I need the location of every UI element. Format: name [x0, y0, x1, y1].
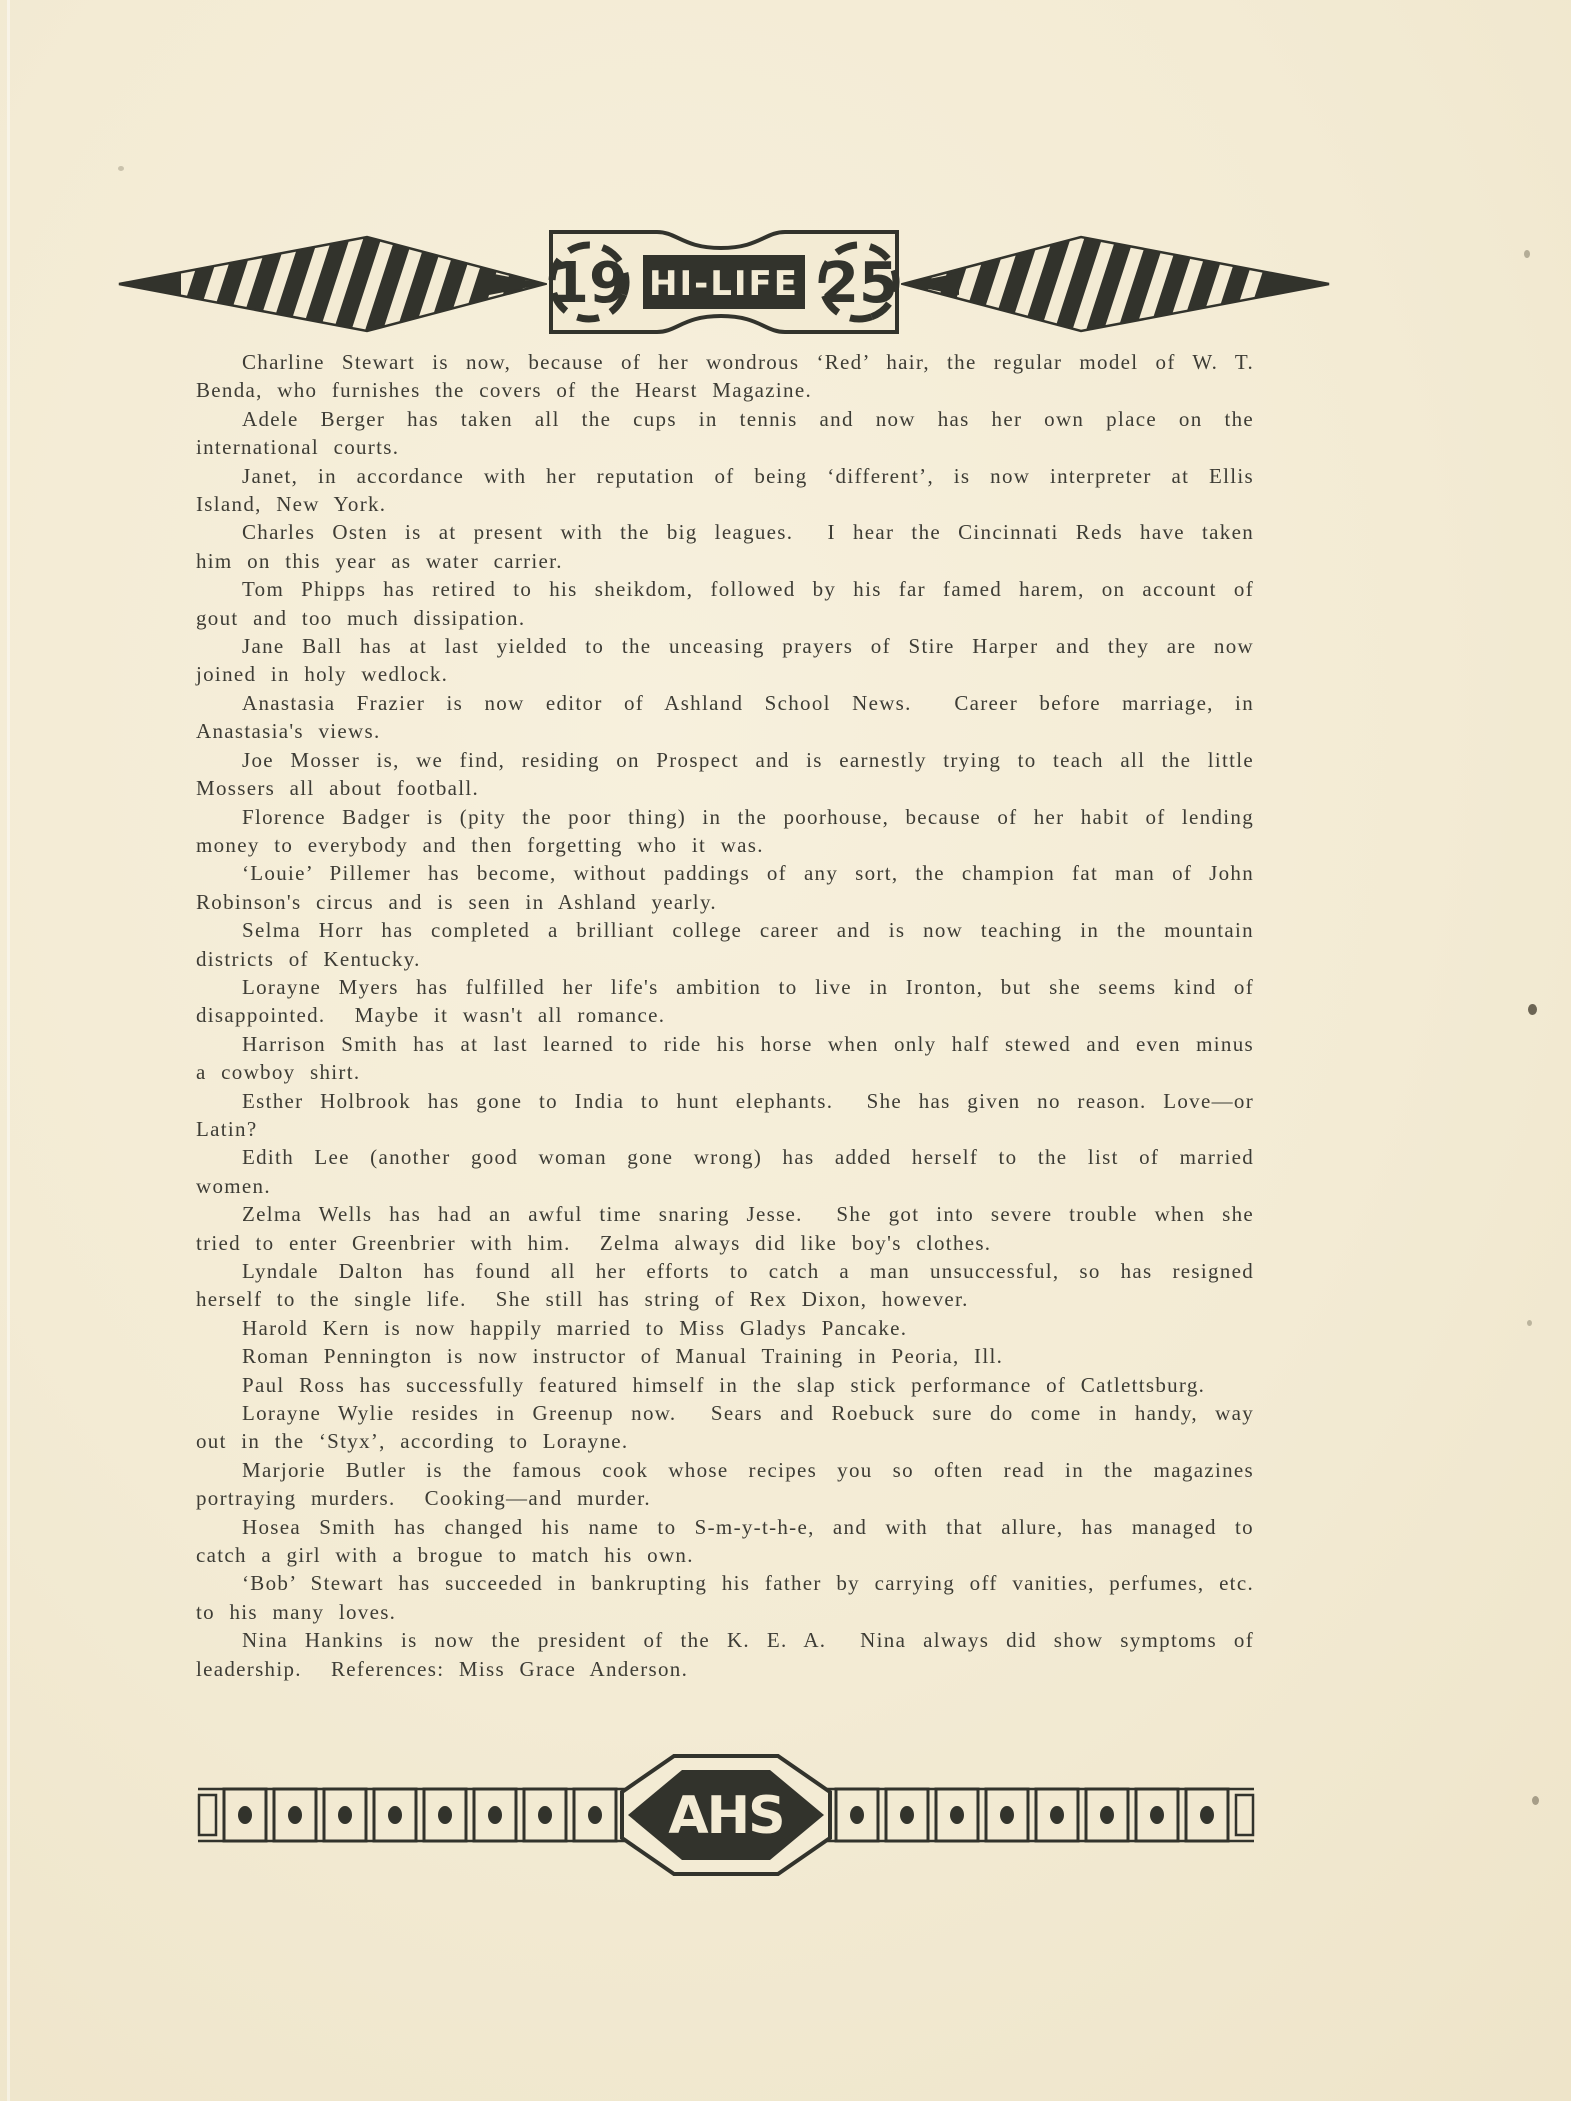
paragraph: Hosea Smith has changed his name to S-m-y-t-h-e, and with that allure, has managed to catch a girl with a brogue to match his own.: [196, 1514, 1269, 1568]
striped-pennant-left-icon: [117, 220, 547, 344]
paragraph: Tom Phipps has retired to his sheikdom, followed by his far famed harem, on account of gout and too much dissipation.: [196, 577, 1269, 630]
header-banner: [112, 220, 1336, 344]
scan-speck: [1524, 250, 1530, 258]
footer-banner: [196, 1752, 1256, 1882]
hi-life-emblem: [539, 220, 909, 344]
scan-speck: [118, 166, 124, 171]
paragraph: Paul Ross has successfully featured himself in the slap stick performance of Catlettsburg.: [242, 1372, 1206, 1397]
ahs-filmstrip-icon: [196, 1752, 1256, 1882]
paragraph: Jane Ball has at last yielded to the unceasing prayers of Stire Harper and they are now joined in holy wedlock.: [196, 634, 1269, 687]
paragraph: Harrison Smith has at last learned to ride his horse when only half stewed and even minus a cowboy shirt.: [196, 1031, 1269, 1085]
ahs-monogram: AHS: [668, 1786, 784, 1846]
paragraph: Charles Osten is at present with the big leagues. I hear the Cincinnati Reds have taken him on this year as water carrier.: [196, 520, 1269, 573]
paragraph: Edith Lee (another good woman gone wrong) has added herself to the list of married women.: [196, 1145, 1269, 1198]
striped-pennant-right-icon: [901, 220, 1331, 344]
emblem-year-left: 19: [550, 251, 628, 316]
paragraph: Lorayne Myers has fulfilled her life's ambition to live in Ironton, but she seems kind of disappointed. Maybe it wasn't all romance.: [196, 974, 1269, 1028]
scan-speck: [1532, 1796, 1539, 1805]
paragraph: Selma Horr has completed a brilliant college career and is now teaching in the mountain districts of Kentucky.: [196, 918, 1269, 971]
paragraph: Marjorie Butler is the famous cook whose recipes you so often read in the magazines portraying murders. Cooking—and murder.: [196, 1457, 1269, 1511]
paragraph: Esther Holbrook has gone to India to hunt elephants. She has given no reason. Love—or Latin?: [196, 1088, 1269, 1141]
paragraph: Lyndale Dalton has found all her efforts to catch a man unsuccessful, so has resigned herself to the single life. She still has string of Rex Dixon, however.: [196, 1259, 1269, 1312]
paragraph: Janet, in accordance with her reputation of being ‘different’, is now interpreter at Ellis Island, New York.: [196, 463, 1269, 517]
scan-speck: [1527, 1320, 1532, 1326]
paragraph: Zelma Wells has had an awful time snaring Jesse. She got into severe trouble when she tried to enter Greenbrier with him. Zelma always did like boy's clothes.: [196, 1202, 1269, 1255]
paragraph: Roman Pennington is now instructor of Manual Training in Peoria, Ill.: [242, 1344, 1004, 1369]
paragraph: ‘Bob’ Stewart has succeeded in bankrupting his father by carrying off vanities, perfumes, etc. to his many loves.: [196, 1571, 1269, 1624]
paragraph: Nina Hankins is now the president of the K. E. A. Nina always did show symptoms of leadership. References: Miss Grace Anderson.: [196, 1628, 1269, 1681]
paragraph: Harold Kern is now happily married to Miss Gladys Pancake.: [242, 1315, 908, 1340]
paragraph: Charline Stewart is now, because of her wondrous ‘Red’ hair, the regular model of W. T. Benda, who furnishes the covers of the Hearst Magazine.: [196, 350, 1269, 403]
paragraph: ‘Louie’ Pillemer has become, without paddings of any sort, the champion fat man of John Robinson's circus and is seen in Ashland yearly.: [196, 861, 1269, 914]
paragraph: Adele Berger has taken all the cups in tennis and now has her own place on the international courts.: [196, 406, 1269, 460]
body-text: [196, 348, 1269, 1683]
scan-speck: [1528, 1004, 1537, 1015]
emblem-title: HI-LIFE: [649, 264, 799, 304]
emblem-year-right: 25: [820, 251, 898, 316]
paragraph: Lorayne Wylie resides in Greenup now. Sears and Roebuck sure do come in handy, way out in the ‘Styx’, according to Lorayne.: [196, 1401, 1269, 1454]
paragraph: Joe Mosser is, we find, residing on Prospect and is earnestly trying to teach all the little Mossers all about football.: [196, 747, 1269, 801]
paragraph: Anastasia Frazier is now editor of Ashland School News. Career before marriage, in Anastasia's views.: [196, 690, 1268, 744]
paragraph: Florence Badger is (pity the poor thing) in the poorhouse, because of her habit of lending money to everybody and then forgetting who it was.: [196, 804, 1269, 857]
